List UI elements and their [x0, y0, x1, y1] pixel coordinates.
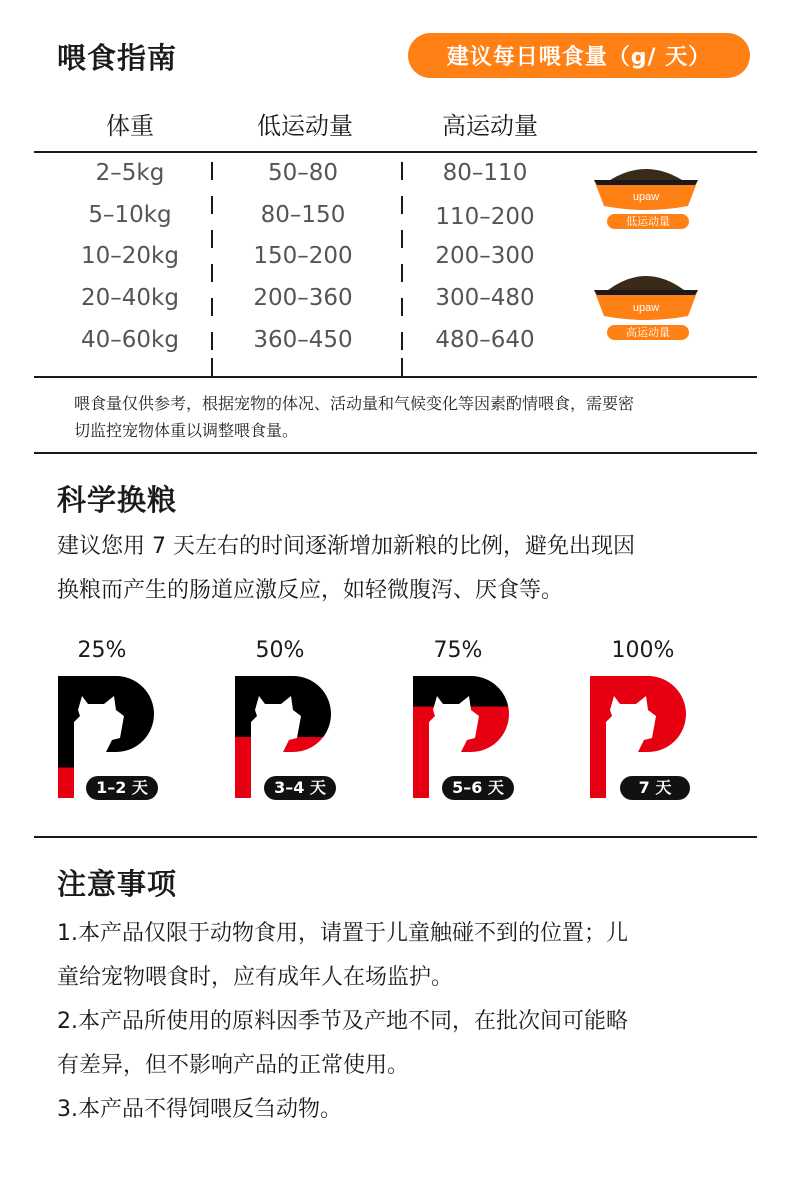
column-divider	[211, 158, 213, 376]
notice-line: 2.本产品所使用的原料因季节及产地不同，在批次间可能略	[57, 1009, 628, 1034]
notice-line: 童给宠物喂食时，应有成年人在场监护。	[57, 965, 454, 990]
column-divider	[401, 158, 403, 376]
section-divider	[34, 836, 757, 838]
bowl-label: 低运动量	[607, 214, 689, 229]
step-days-badge: 1–2 天	[86, 776, 158, 800]
cell-high: 200–300	[435, 243, 535, 269]
step-days-badge: 5–6 天	[442, 776, 514, 800]
notice-list	[57, 912, 757, 1132]
notice-line: 有差异，但不影响产品的正常使用。	[57, 1053, 410, 1078]
notice-title: 注意事项	[57, 867, 178, 901]
transition-title: 科学换粮	[57, 483, 178, 517]
cell-high: 300–480	[435, 285, 535, 311]
cell-weight: 10–20kg	[81, 243, 179, 269]
feeding-note	[74, 390, 734, 444]
bowl-high-activity	[590, 268, 702, 342]
cell-low: 150–200	[253, 243, 353, 269]
cell-weight: 5–10kg	[88, 202, 172, 228]
bowl-brand: upaw	[632, 302, 660, 314]
notice-line: 1.本产品仅限于动物食用，请置于儿童触碰不到的位置；儿	[57, 921, 628, 946]
table-top-rule	[34, 151, 757, 153]
old-food-portion	[58, 676, 156, 768]
transition-text-line: 换粮而产生的肠道应激反应，如轻微腹泻、厌食等。	[57, 578, 564, 603]
column-header-high-activity: 高运动量	[442, 112, 538, 140]
cell-low: 200–360	[253, 285, 353, 311]
cell-high: 480–640	[435, 327, 535, 353]
step-percent: 100%	[611, 638, 675, 663]
cell-weight: 20–40kg	[81, 285, 179, 311]
cell-weight: 40–60kg	[81, 327, 179, 353]
cell-high: 110–200	[435, 204, 535, 230]
cell-low: 50–80	[267, 160, 339, 186]
old-food-portion	[413, 676, 511, 707]
feeding-note-line: 切监控宠物体重以调整喂食量。	[74, 421, 299, 440]
cell-low: 360–450	[253, 327, 353, 353]
cell-low: 80–150	[260, 202, 346, 228]
bowl-brand: upaw	[632, 191, 660, 203]
step-days-badge: 7 天	[620, 776, 690, 800]
food-bowl-icon	[590, 162, 702, 214]
notice-line: 3.本产品不得饲喂反刍动物。	[57, 1097, 342, 1122]
table-bottom-rule	[34, 376, 757, 378]
column-header-low-activity: 低运动量	[257, 112, 353, 140]
section-divider	[34, 452, 757, 454]
step-days-badge: 3–4 天	[264, 776, 336, 800]
cell-high: 80–110	[442, 160, 528, 186]
transition-text-line: 建议您用 7 天左右的时间逐渐增加新粮的比例，避免出现因	[57, 534, 635, 559]
food-bowl-icon	[590, 268, 702, 324]
step-percent: 50%	[255, 638, 305, 663]
column-header-weight: 体重	[106, 112, 154, 140]
step-percent: 25%	[77, 638, 127, 663]
step-percent: 75%	[433, 638, 483, 663]
cell-weight: 2–5kg	[95, 160, 165, 186]
bowl-label: 高运动量	[607, 325, 689, 340]
feeding-note-line: 喂食量仅供参考，根据宠物的体况、活动量和气候变化等因素酌情喂食，需要密	[74, 394, 635, 413]
old-food-portion	[235, 676, 333, 737]
daily-amount-badge: 建议每日喂食量（g/ 天）	[408, 33, 750, 78]
bowl-low-activity	[590, 162, 702, 232]
feeding-title: 喂食指南	[57, 41, 178, 75]
transition-text	[57, 525, 757, 613]
